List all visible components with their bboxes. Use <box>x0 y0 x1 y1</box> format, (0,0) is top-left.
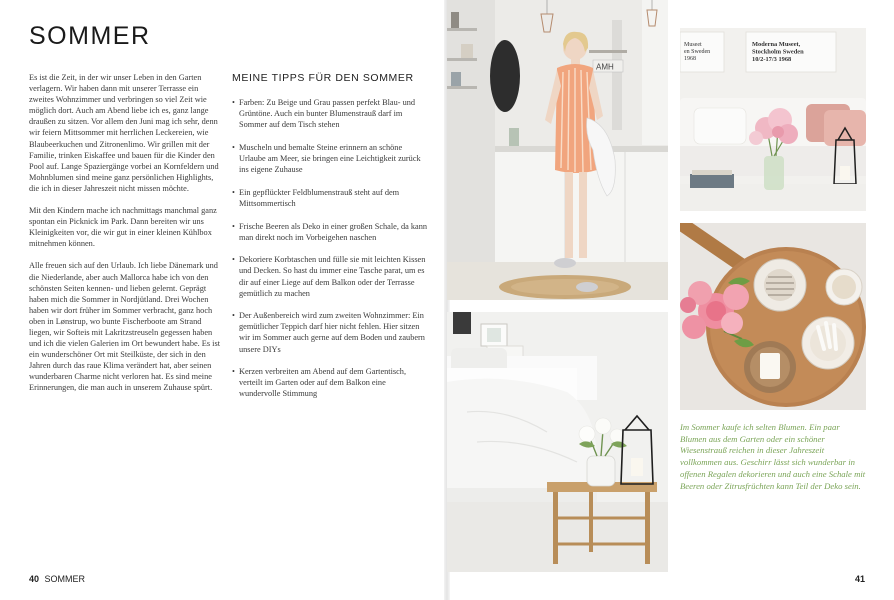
photo-tray-tableware-roses <box>680 223 866 410</box>
tip-item: • Dekoriere Korbtaschen und fülle sie mit leichten Kissen und Decken. So hast du immer eine Tasche parat, um es dir auf einer Liege auf dem Balkon oder der Terrasse gemütlich zu machen <box>232 254 428 298</box>
page-number-right: 41 <box>855 574 866 584</box>
page-title: SOMMER <box>29 22 151 50</box>
tip-item: • Muscheln und bemalte Steine erinnern an schöne Urlaube am Meer, sie bringen eine Leichtigkeit zurück ins eigene Zuhause <box>232 142 428 175</box>
tip-item: • Kerzen verbreiten am Abend auf dem Gartentisch, verteilt im Garten oder auf dem Balkon eine wundervolle Stimmung <box>232 366 428 399</box>
tip-item: • Der Außenbereich wird zum zweiten Wohnzimmer: Ein gemütlicher Teppich darf hier nicht fehlen. Hier sitzen wir im Sommer auch gerne auf dem Boden und zaubern unsere DIYs <box>232 310 428 354</box>
tip-item: • Ein gepflückter Feldblumenstrauß steht auf dem Mittsommertisch <box>232 187 428 209</box>
intro-text-column <box>29 72 221 405</box>
photo-bedroom-bench <box>447 312 668 572</box>
photo-living-room-peonies <box>680 28 866 211</box>
shelf-label: AMH <box>596 62 614 72</box>
poster-right-line: 10/2-17/3 1968 <box>752 56 792 63</box>
tips-list <box>232 97 428 411</box>
tips-heading: MEINE TIPPS FÜR DEN SOMMER <box>232 72 414 84</box>
intro-paragraph: Mit den Kindern mache ich nachmittags manchmal ganz spontan ein Picknick im Park. Dann bereiten wir uns Kleinigkeiten vor, die wir gut in einer kleinen Kühlbox mitnehmen können. <box>29 206 217 249</box>
intro-paragraph: Alle freuen sich auf den Urlaub. Ich liebe Dänemark und die Niederlande, aber auch Mallorca habe ich von den schönsten Seiten kennen- und lieben gelernt. Geprägt haben mich die Sommer in Nordjütland. Drei Wochen haben wir dort früher im Sommer verbracht, ganz hoch oben in Lønstrup, wo bunte Fischerboote am Strand liegen, wir Softeis mit Lakritzstreuseln gegessen haben und ich die vielen Galerien im Ort bewundert habe. Es ist ein wunderschöner Ort mit Steilküste, der sich in den Jahren durch das raue Klima verändert hat, aber seinen wunderbaren Charme nicht verloren hat. Es sind meine Erinnerungen, die man auch in unserem Zuhause spürt. <box>29 261 221 393</box>
page-number-left: 40 <box>29 574 40 584</box>
poster-left-line: 1968 <box>684 56 696 62</box>
tip-item: • Farben: Zu Beige und Grau passen perfekt Blau- und Grüntöne. Auch ein bunter Blumenstrauß darf im Sommer auf dem Tisch stehen <box>232 97 428 130</box>
intro-paragraph: Es ist die Zeit, in der wir unser Leben in den Garten verlagern. Wir haben dann mit unserer Terrasse ein zweites Wohnzimmer und verbringen so viel Zeit wie möglich dort. Auch am Abend liebe ich es, ganz lange draußen zu sitzen. Vor allem den Juni mag ich sehr, denn wir feiern Mittsommer mit herrlichen Leckereien, wie Blaubeerkuchen und Zitronenlimo. Wir grillen mit der Familie, trinken Eiskaffee und bauen für die Kinder den Pool auf. Lange Spaziergänge vorbei an Kornfeldern und Mohnblumen sind meine ganz persönlichen Highlights, die ich in dieser Jahreszeit nicht missen möchte. <box>29 73 219 193</box>
photo-caption: Im Sommer kaufe ich selten Blumen. Ein paar Blumen aus dem Garten oder ein schöner Wiesenstrauß reichen in dieser Jahreszeit vollkommen aus. Geschirr lässt sich wunderbar in offenen Regalen dekorieren und auch eine Schale mit Beeren oder Zitrusfrüchten kann Teil der Deko sein. <box>680 422 866 491</box>
photo-woman-in-kitchen <box>447 0 668 300</box>
folio-left <box>29 574 85 584</box>
tip-item: • Frische Beeren als Deko in einer großen Schale, da kann man direkt noch im Vorbeigehen naschen <box>232 221 428 243</box>
poster-left-line: en Sweden <box>684 49 711 55</box>
folio-section-label: SOMMER <box>44 574 86 584</box>
poster-right-line: Stockholm Sweden <box>752 48 804 56</box>
poster-left-line: Museet <box>684 42 702 48</box>
poster-right-line: Moderna Museet, <box>752 41 801 48</box>
